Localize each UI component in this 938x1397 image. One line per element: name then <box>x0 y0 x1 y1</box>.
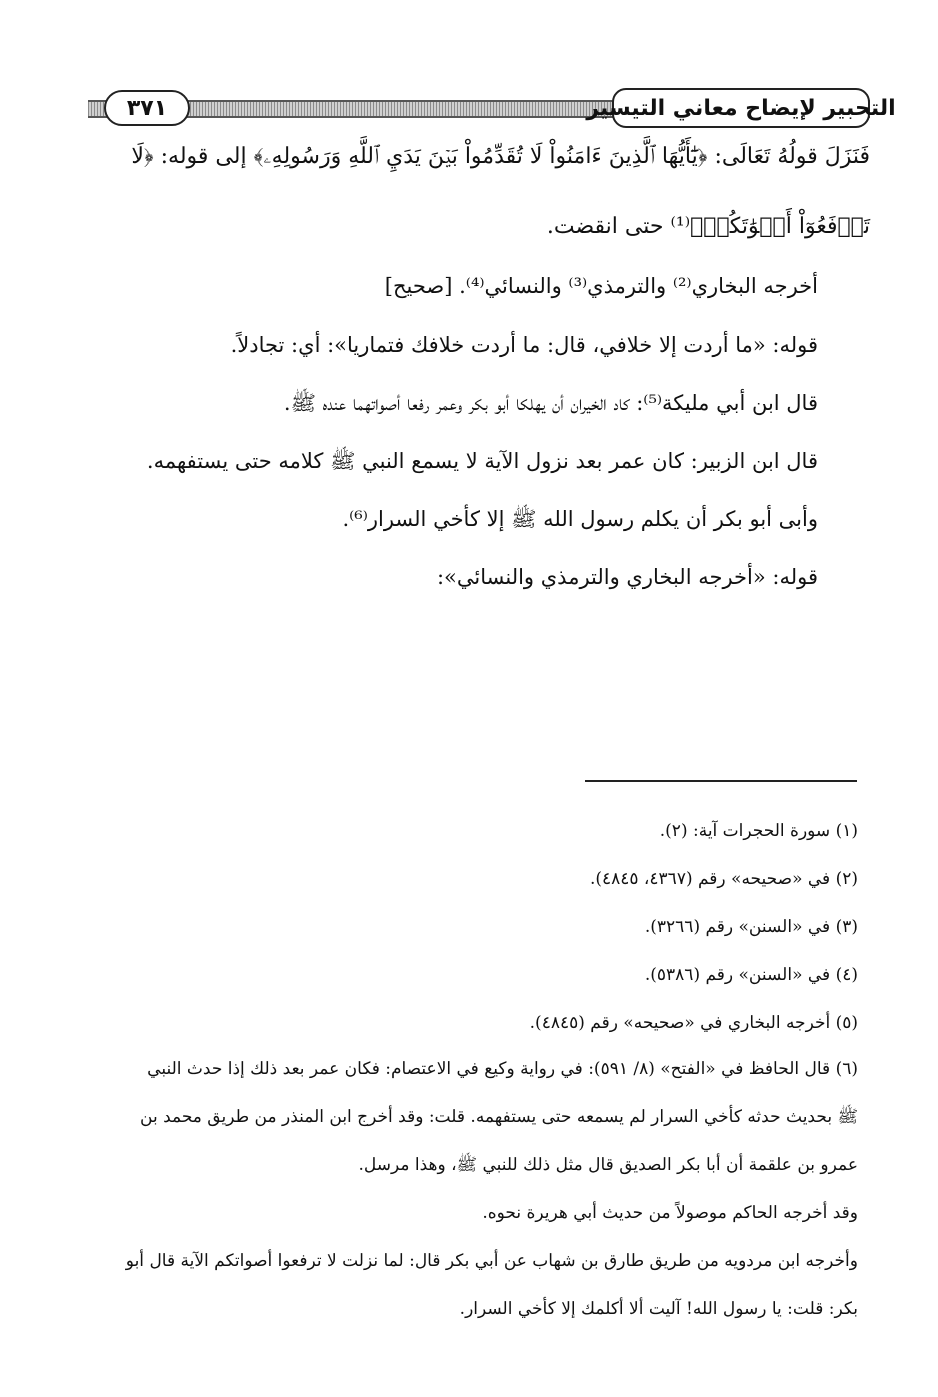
body-line-8: قوله: «أخرجه البخاري والترمذي والنسائي»: <box>436 565 818 589</box>
body-line-1: فَنَزَلَ قولُهُ تَعَالَى: ﴿يَٰٓأَيُّهَا ٱلَّذِينَ ءَامَنُواْ لَا تُقَدِّمُواْ بَيۡنَ يَدَيِ ٱللَّهِ وَرَسُولِهِۦ﴾ إلى قوله: ﴿لَا <box>131 144 870 169</box>
body-line-6: قال ابن الزبير: كان عمر بعد نزول الآية لا يسمع النبي ﷺ كلامه حتى يستفهمه. <box>146 449 818 473</box>
body-line-5: قال ابن أبي مليكة⁽⁵⁾: كاد الخيران أن يهلكا أبو بكر وعمر رفعا أصواتهما عنده ﷺ. <box>283 391 818 415</box>
footnote-3: (٣) في «السنن» رقم (٣٢٦٦). <box>644 917 858 937</box>
body-line-2: تَرۡفَعُوٓاْ أَصۡوَٰتَكُمۡ﴾⁽¹⁾ حتى انقضت. <box>546 214 870 239</box>
footnote-2: (٢) في «صحيحه» رقم (٤٣٦٧، ٤٨٤٥). <box>589 869 858 889</box>
footnote-6-line-6: بكر: قلت: يا رسول الله! آليت ألا أكلمك إلا كأخي السرار. <box>459 1299 858 1319</box>
footnote-6-line-4: وقد أخرجه الحاكم موصولاً من حديث أبي هريرة نحوه. <box>482 1203 858 1223</box>
footnote-separator <box>585 780 857 782</box>
footnote-6-line-3: عمرو بن علقمة أن أبا بكر الصديق قال مثل ذلك للنبي ﷺ، وهذا مرسل. <box>358 1155 858 1175</box>
footnote-6-line-2: ﷺ بحديث حدثه كأخي السرار لم يسمعه حتى يستفهمه. قلت: وقد أخرج ابن المنذر من طريق محمد بن <box>140 1107 858 1127</box>
header-title-frame <box>586 88 896 128</box>
body-line-3: أخرجه البخاري⁽²⁾ والترمذي⁽³⁾ والنسائي⁽⁴⁾. [صحيح] <box>384 274 818 298</box>
body-line-4: قوله: «ما أردت إلا خلافي، قال: ما أردت خلافك فتماريا»: أي: تجادلاً. <box>230 333 818 357</box>
footnote-6-line-5: وأخرجه ابن مردويه من طريق طارق بن شهاب عن أبي بكر قال: لما نزلت لا ترفعوا أصواتكم الآية قال أبو <box>125 1251 858 1271</box>
running-header <box>88 88 896 130</box>
footnote-4: (٤) في «السنن» رقم (٥٣٨٦). <box>644 965 858 985</box>
footnote-6-line-1: (٦) قال الحافظ في «الفتح» (٨/ ٥٩١): في رواية وكيع في الاعتصام: فكان عمر بعد ذلك إذا حدث النبي <box>147 1059 858 1079</box>
footnote-5: (٥) أخرجه البخاري في «صحيحه» رقم (٤٨٤٥). <box>529 1013 858 1033</box>
page-number-frame <box>104 90 190 126</box>
page-number: ٣٧١ <box>126 95 168 121</box>
footnote-1: (١) سورة الحجرات آية: (٢). <box>659 821 858 841</box>
body-line-7: وأبى أبو بكر أن يكلم رسول الله ﷺ إلا كأخي السرار⁽⁶⁾. <box>342 507 818 531</box>
book-title: التحبير لإيضاح معاني التيسير <box>586 95 896 121</box>
